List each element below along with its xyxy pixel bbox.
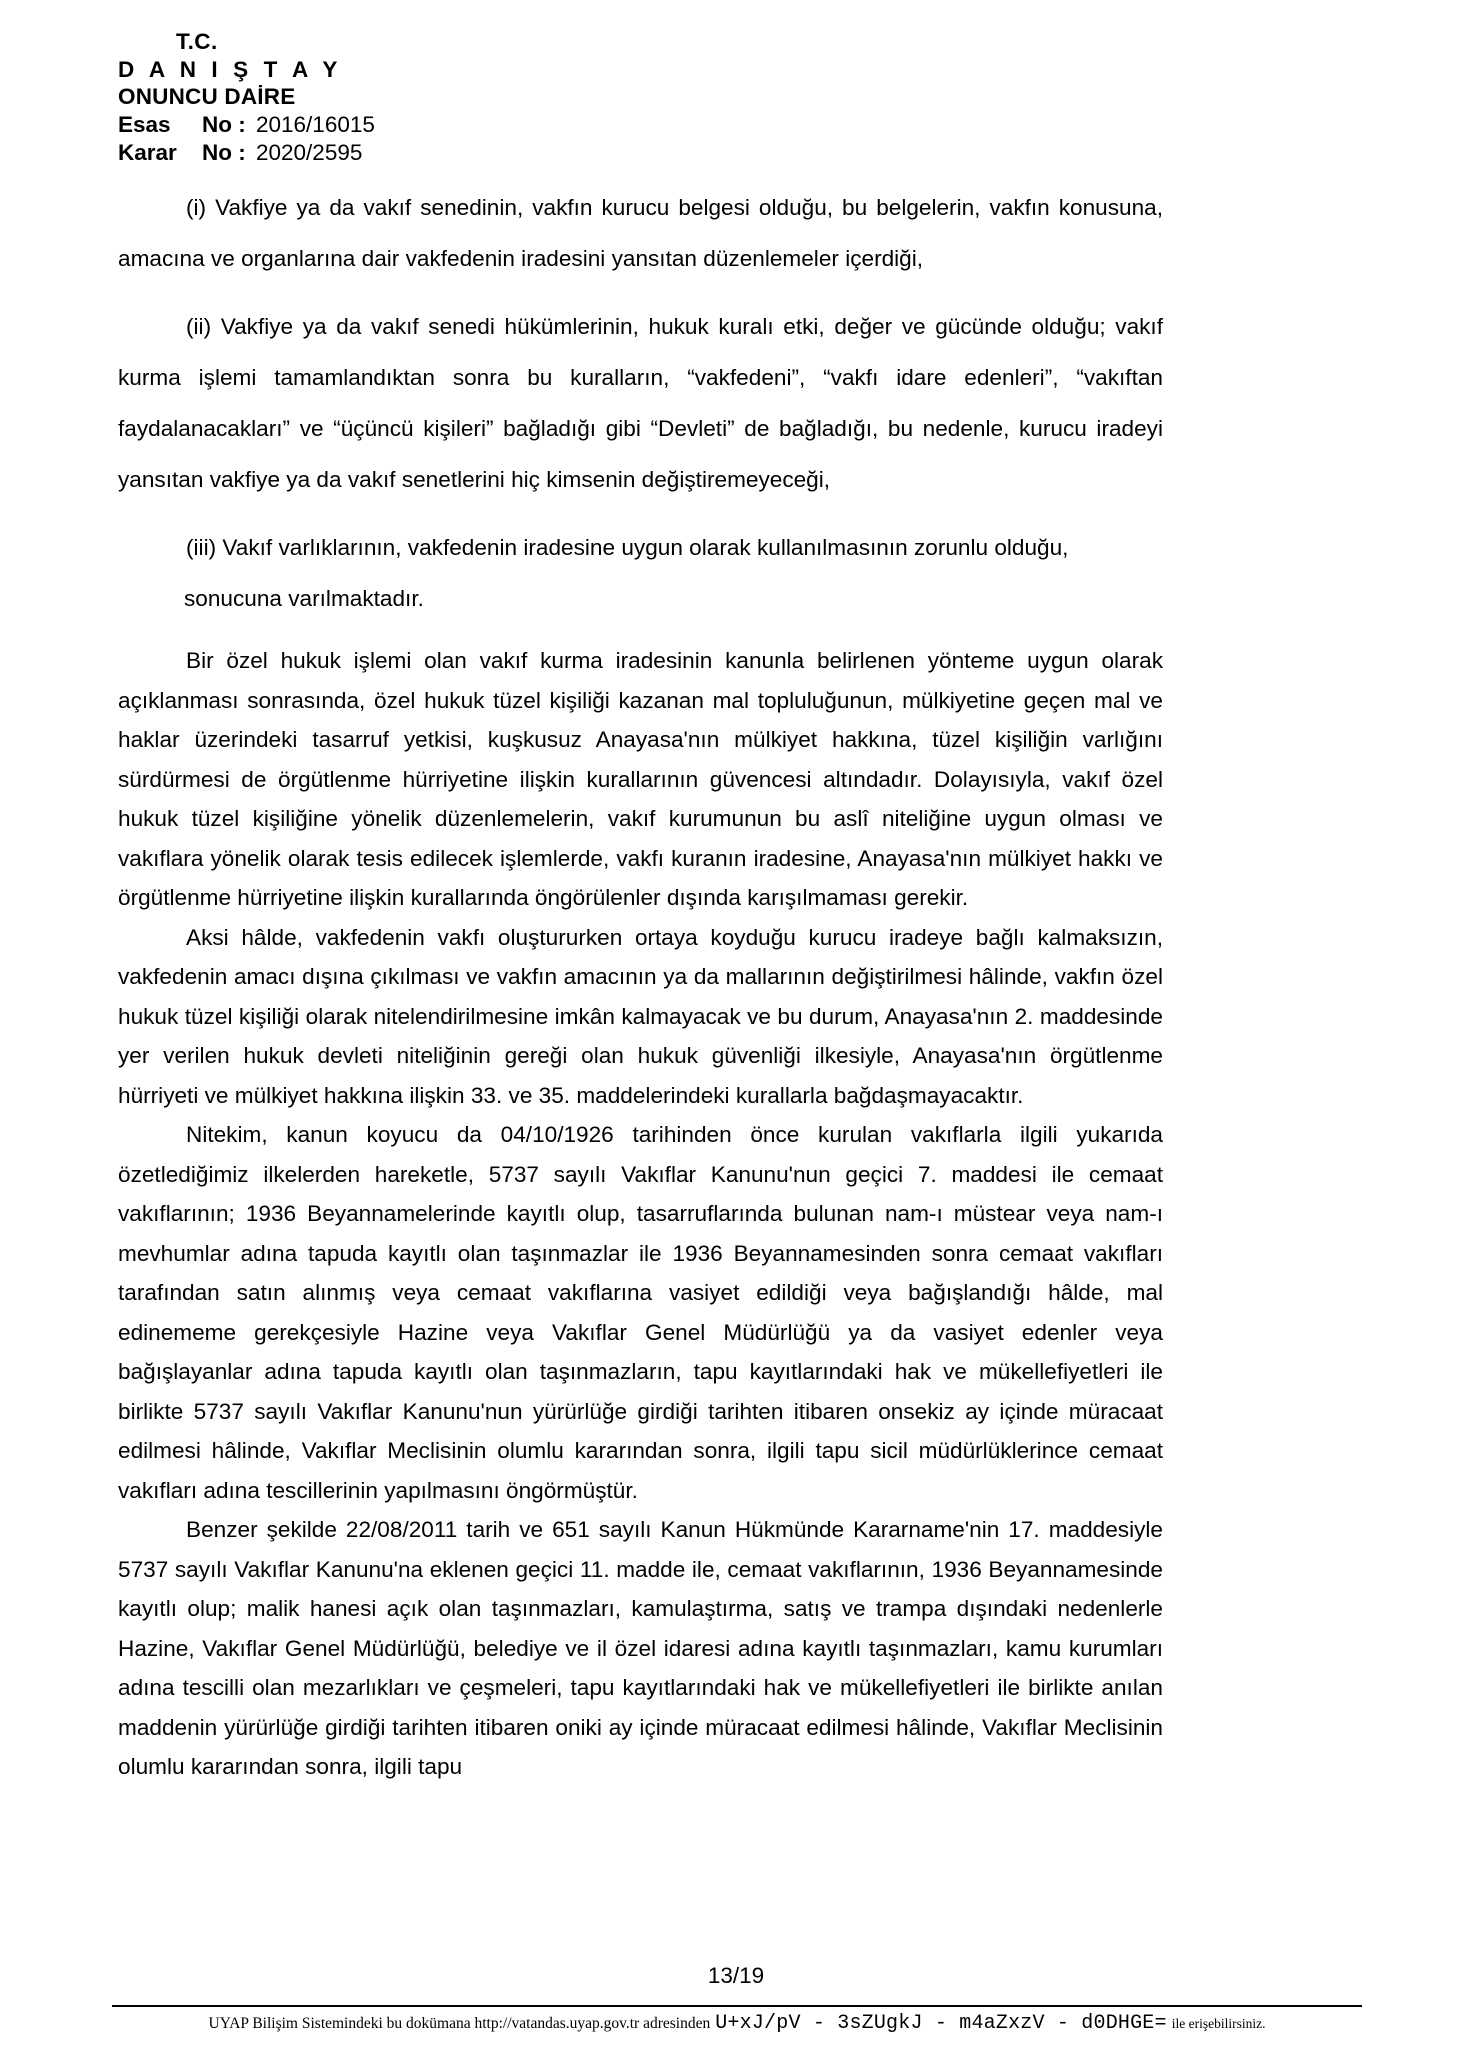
- case-number-value: 2016/16015: [256, 111, 375, 137]
- paragraph-nitekim: Nitekim, kanun koyucu da 04/10/1926 tarihinden önce kurulan vakıflarla ilgili yukarıda özetlediğimiz ilkelerden hareketle, 5737 sayılı Vakıflar Kanunu'nun geçici 7. maddesi ile cemaat vakıflarının; 1936 Beyannamelerinde kayıtlı olup, tasarruflarında bulunan nam-ı müstear veya nam-ı mevhumlar adına tapuda kayıtlı olan taşınmazlar ile 1936 Beyannamesinden sonra cemaat vakıfları tarafından satın alınmış veya cemaat vakıflarına vasiyet edildiği veya bağışlandığı hâlde, mal edinememe gerekçesiyle Hazine veya Vakıflar Genel Müdürlüğü ya da vasiyet edenler veya bağışlayanlar adına tapuda kayıtlı olan taşınmazların, tapu kayıtlarındaki hak ve mükellefiyetleri ile birlikte 5737 sayılı Vakıflar Kanunu'nun yürürlüğe girdiği tarihten itibaren onsekiz ay içinde müracaat edilmesi hâlinde, Vakıflar Meclisinin olumlu kararından sonra, ilgili tapu sicil müdürlüklerince cemaat vakıfları adına tescillerinin yapılmasını öngörmüştür.: [118, 1122, 1163, 1503]
- decision-no-label: No :: [202, 139, 246, 165]
- paragraph-item-ii: (ii) Vakfiye ya da vakıf senedi hükümlerinin, hukuk kuralı etki, değer ve gücünde olduğu; vakıf kurma işlemi tamamlandıktan sonra bu kuralların, “vakfedeni”, “vakfı idare edenleri”, “vakıftan faydalanacakları” ve “üçüncü kişileri” bağladığı gibi “Devleti” de bağladığı, bu nedenle, kurucu iradeyi yansıtan vakfiye ya da vakıf senetlerini hiç kimsenin değiştiremeyeceği,: [118, 314, 1163, 492]
- footer-suffix-text: ile erişebilirsiniz.: [1171, 2016, 1266, 2031]
- case-no-label: No :: [202, 111, 246, 137]
- header-chamber: ONUNCU DAİRE: [118, 84, 296, 109]
- decision-label: Karar: [118, 139, 177, 165]
- paragraph-item-i: (i) Vakfiye ya da vakıf senedinin, vakfın kurucu belgesi olduğu, bu belgelerin, vakfın konusuna, amacına ve organlarına dair vakfedenin iradesini yansıtan düzenlemeler içerdiği,: [118, 195, 1163, 271]
- footer-prefix-text: UYAP Bilişim Sistemindeki bu dokümana http://vatandas.uyap.gov.tr adresinden: [208, 2015, 711, 2032]
- header-court-name: D A N I Ş T A Y: [118, 56, 343, 82]
- court-header: [118, 28, 718, 167]
- paragraph-benzer-sekilde: Benzer şekilde 22/08/2011 tarih ve 651 sayılı Kanun Hükmünde Kararname'nin 17. maddesiyle 5737 sayılı Vakıflar Kanunu'na eklenen geçici 11. madde ile, cemaat vakıflarının, 1936 Beyannamesinde kayıtlı olup; malik hanesi açık olan taşınmazları, kamulaştırma, satış ve trampa dışındaki nedenlerle Hazine, Vakıflar Genel Müdürlüğü, belediye ve il özel idaresi adına kayıtlı taşınmazları, kamu kurumları adına tescilli olan mezarlıkları ve çeşmeleri, tapu kayıtlarındaki hak ve mükellefiyetleri ile birlikte anılan maddenin yürürlüğe girdiği tarihten itibaren oniki ay içinde müracaat edilmesi hâlinde, Vakıflar Meclisinin olumlu kararından sonra, ilgili tapu: [118, 1517, 1163, 1779]
- case-number-row: [118, 111, 718, 139]
- page-number: 13/19: [707, 1963, 765, 1988]
- paragraph-item-iii: (iii) Vakıf varlıklarının, vakfedenin iradesine uygun olarak kullanılmasının zorunlu olduğu,: [186, 535, 1069, 560]
- paragraph-bir-ozel-hukuk: Bir özel hukuk işlemi olan vakıf kurma iradesinin kanunla belirlenen yönteme uygun olarak açıklanması sonrasında, özel hukuk tüzel kişiliği kazanan mal topluluğunun, mülkiyetine geçen mal ve haklar üzerindeki tasarruf yetkisi, kuşkusuz Anayasa'nın mülkiyet hakkına, tüzel kişiliğin varlığını sürdürmesi de örgütlenme hürriyetine ilişkin kurallarının güvencesi altındadır. Dolayısıyla, vakıf özel hukuk tüzel kişiliğine yönelik düzenlemelerin, vakıf kurumunun bu aslî niteliğine uygun olması ve vakıflara yönelik olarak tesis edilecek işlemlerde, vakfı kuranın iradesine, Anayasa'nın mülkiyet hakkı ve örgütlenme hürriyetine ilişkin kurallarında öngörülenler dışında karışılmaması gerekir.: [118, 648, 1163, 910]
- decision-number-value: 2020/2595: [256, 139, 363, 165]
- decision-number-row: [118, 139, 718, 167]
- document-body: [118, 182, 1163, 1787]
- uyap-footer: [112, 2014, 1362, 2034]
- footer-divider: [112, 2005, 1362, 2007]
- footer-access-code: U+xJ/pV - 3sZUgkJ - m4aZxzV - d0DHGE=: [715, 2012, 1167, 2035]
- case-label: Esas: [118, 111, 171, 137]
- paragraph-conclusion: sonucuna varılmaktadır.: [184, 586, 424, 611]
- paragraph-aksi-halde: Aksi hâlde, vakfedenin vakfı oluştururken ortaya koyduğu kurucu iradeye bağlı kalmaksızın, vakfedenin amacı dışına çıkılması ve vakfın amacının ya da mallarının değiştirilmesi hâlinde, vakfın özel hukuk tüzel kişiliği olarak nitelendirilmesine imkân kalmayacak ve bu durum, Anayasa'nın 2. maddesinde yer verilen hukuk devleti niteliğinin gereği olan hukuk güvenliği ilkesiyle, Anayasa'nın örgütlenme hürriyeti ve mülkiyet hakkına ilişkin 33. ve 35. maddelerindeki kurallarla bağdaşmayacaktır.: [118, 924, 1163, 1108]
- header-republic: T.C.: [176, 29, 218, 54]
